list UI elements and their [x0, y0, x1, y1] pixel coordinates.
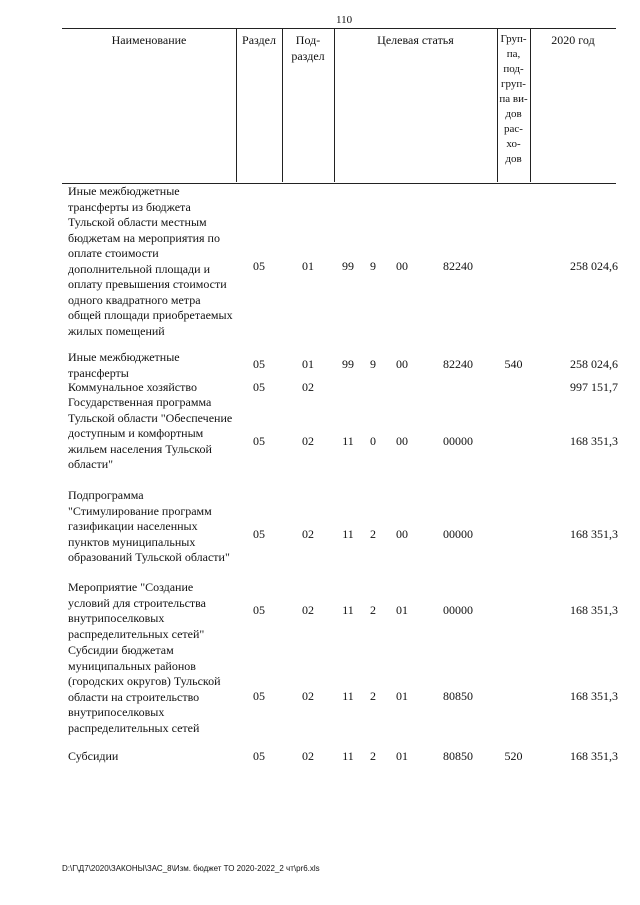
- row-name: Государственная программа Тульской области "Обеспечение доступным и комфортным жильем населения Тульской области": [68, 395, 233, 471]
- cell-cs1: 11: [342, 527, 354, 541]
- cell-sum: 168 351,3: [570, 689, 618, 703]
- cell-sum: 997 151,7: [570, 380, 618, 394]
- cell-cs3: 01: [396, 749, 408, 763]
- cell-razdel: 05: [253, 357, 265, 371]
- cell-razdel: 05: [253, 749, 265, 763]
- table-header: [62, 28, 616, 184]
- cell-cs1: 11: [342, 689, 354, 703]
- cell-cs3: 00: [396, 259, 408, 273]
- cell-cs4: 82240: [443, 357, 473, 371]
- cell-cs2: 2: [370, 749, 376, 763]
- row-name: Коммунальное хозяйство: [68, 380, 197, 394]
- cell-cs2: 9: [370, 357, 376, 371]
- cell-razdel: 05: [253, 527, 265, 541]
- column-divider: [236, 28, 237, 182]
- header-name: Наименование: [111, 33, 187, 47]
- column-divider: [530, 28, 531, 182]
- header-gruppa: Груп- па, под- груп- па ви- дов рас- хо- дов: [499, 33, 528, 165]
- row-name: Субсидии: [68, 749, 119, 763]
- cell-razdel: 05: [253, 689, 265, 703]
- row-name: Мероприятие "Создание условий для строительства внутрипоселковых распределительных сетей": [68, 580, 207, 641]
- cell-cs2: 2: [370, 603, 376, 617]
- cell-razdel: 05: [253, 380, 265, 394]
- cell-cs3: 01: [396, 603, 408, 617]
- cell-cs3: 00: [396, 434, 408, 448]
- row-name: Иные межбюджетные трансферты из бюджета Тульской области местным бюджетам на мероприятия по оплате стоимости дополнительной площади и оплату превышения стоимости одного квадратного метра общей площади приобретаемых жилых помещений: [68, 184, 233, 338]
- row-name: Иные межбюджетные трансферты: [68, 350, 180, 380]
- cell-cs3: 01: [396, 689, 408, 703]
- cell-podrazdel: 02: [302, 434, 314, 448]
- cell-podrazdel: 02: [302, 527, 314, 541]
- cell-sum: 168 351,3: [570, 527, 618, 541]
- cell-cs2: 2: [370, 689, 376, 703]
- cell-vr: 520: [504, 749, 523, 763]
- cell-sum: 168 351,3: [570, 434, 618, 448]
- page-number: 110: [336, 14, 353, 26]
- header-podrazdel: Под- раздел: [291, 33, 325, 63]
- cell-sum: 168 351,3: [570, 749, 618, 763]
- row-name: Подпрограмма "Стимулирование программ газификации населенных пунктов муниципальных образований Тульской области": [68, 488, 230, 564]
- cell-razdel: 05: [253, 603, 265, 617]
- cell-podrazdel: 01: [302, 357, 314, 371]
- cell-cs4: 82240: [443, 259, 473, 273]
- cell-cs1: 99: [342, 357, 354, 371]
- cell-cs4: 80850: [443, 749, 473, 763]
- cell-cs4: 00000: [443, 527, 473, 541]
- column-divider: [334, 28, 335, 182]
- header-year: 2020 год: [551, 33, 595, 47]
- cell-cs3: 00: [396, 357, 408, 371]
- cell-sum: 168 351,3: [570, 603, 618, 617]
- cell-sum: 258 024,6: [570, 357, 618, 371]
- cell-razdel: 05: [253, 434, 265, 448]
- cell-vr: 540: [504, 357, 523, 371]
- cell-podrazdel: 02: [302, 749, 314, 763]
- cell-podrazdel: 02: [302, 603, 314, 617]
- cell-razdel: 05: [253, 259, 265, 273]
- cell-cs4: 00000: [443, 434, 473, 448]
- cell-cs3: 00: [396, 527, 408, 541]
- header-razdel: Раздел: [242, 33, 276, 47]
- file-path-footer: D:\Г\Д7\2020\ЗАКОНЫ\ЗАС_8\Изм. бюджет ТО 2020-2022_2 чт\pr6.xls: [62, 864, 320, 873]
- cell-cs1: 99: [342, 259, 354, 273]
- cell-cs4: 00000: [443, 603, 473, 617]
- cell-cs1: 11: [342, 749, 354, 763]
- row-name: Субсидии бюджетам муниципальных районов (городских округов) Тульской области на строительство внутрипоселковых распределительных сетей: [68, 643, 221, 735]
- cell-podrazdel: 01: [302, 259, 314, 273]
- cell-cs1: 11: [342, 434, 354, 448]
- header-celevaya: Целевая статья: [377, 33, 454, 47]
- cell-podrazdel: 02: [302, 689, 314, 703]
- cell-cs1: 11: [342, 603, 354, 617]
- cell-sum: 258 024,6: [570, 259, 618, 273]
- cell-cs4: 80850: [443, 689, 473, 703]
- cell-cs2: 2: [370, 527, 376, 541]
- cell-podrazdel: 02: [302, 380, 314, 394]
- cell-cs2: 0: [370, 434, 376, 448]
- cell-cs2: 9: [370, 259, 376, 273]
